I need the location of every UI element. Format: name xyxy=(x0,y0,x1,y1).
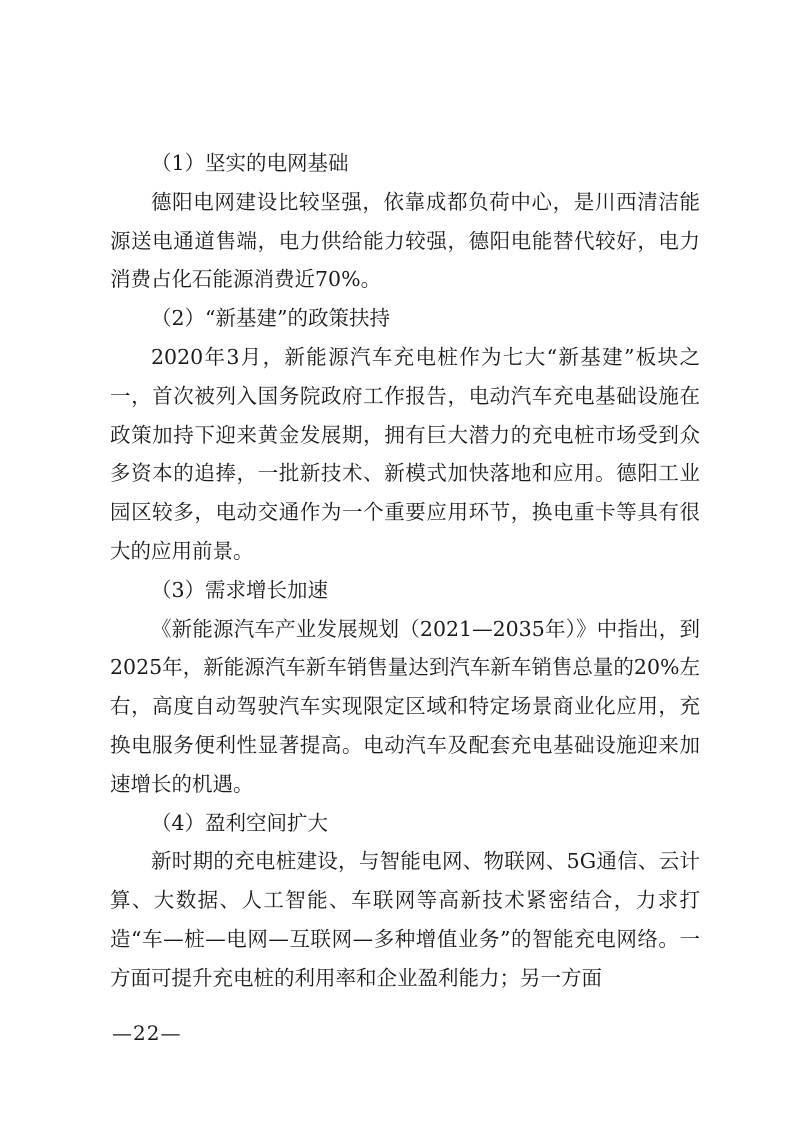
paragraph-policy-support: 2020年3月，新能源汽车充电桩作为七大“新基建”板块之一，首次被列入国务院政府工作报告，电动汽车充电基础设施在政策加持下迎来黄金发展期，拥有巨大潜力的充电桩市场受到众多资本的追捧，一批新技术、新模式加快落地和应用。德阳工业园区较多，电动交通作为一个重要应用环节，换电重卡等具有很大的应用前景。 xyxy=(110,344,700,563)
page-body xyxy=(110,144,700,998)
paragraph-demand-growth: 《新能源汽车产业发展规划（2021—2035年）》中指出，到2025年，新能源汽车新车销售量达到汽车新车销售总量的20%左右，高度自动驾驶汽车实现限定区域和特定场景商业化应用，充换电服务便利性显著提高。电动汽车及配套充电基础设施迎来加速增长的机遇。 xyxy=(110,616,700,796)
paragraph-grid-foundation: 德阳电网建设比较坚强，依靠成都负荷中心，是川西清洁能源送电通道售端，电力供给能力较强，德阳电能替代较好，电力消费占化石能源消费近70%。 xyxy=(110,189,700,292)
section-heading-demand-growth: （3）需求增长加速 xyxy=(151,577,329,602)
section-heading-grid-foundation: （1）坚实的电网基础 xyxy=(151,151,349,175)
page-number: —22— xyxy=(112,1021,182,1045)
paragraph-profit-space: 新时期的充电桩建设，与智能电网、物联网、5G通信、云计算、大数据、人工智能、车联网等高新技术紧密结合，力求打造“车—桩—电网—互联网—多种增值业务”的智能充电网络。一方面可提升充电桩的利用率和企业盈利能力；另一方面 xyxy=(110,849,700,990)
section-heading-profit-space: （4）盈利空间扩大 xyxy=(151,810,329,835)
section-heading-policy-support: （2）“新基建”的政策扶持 xyxy=(151,306,391,331)
